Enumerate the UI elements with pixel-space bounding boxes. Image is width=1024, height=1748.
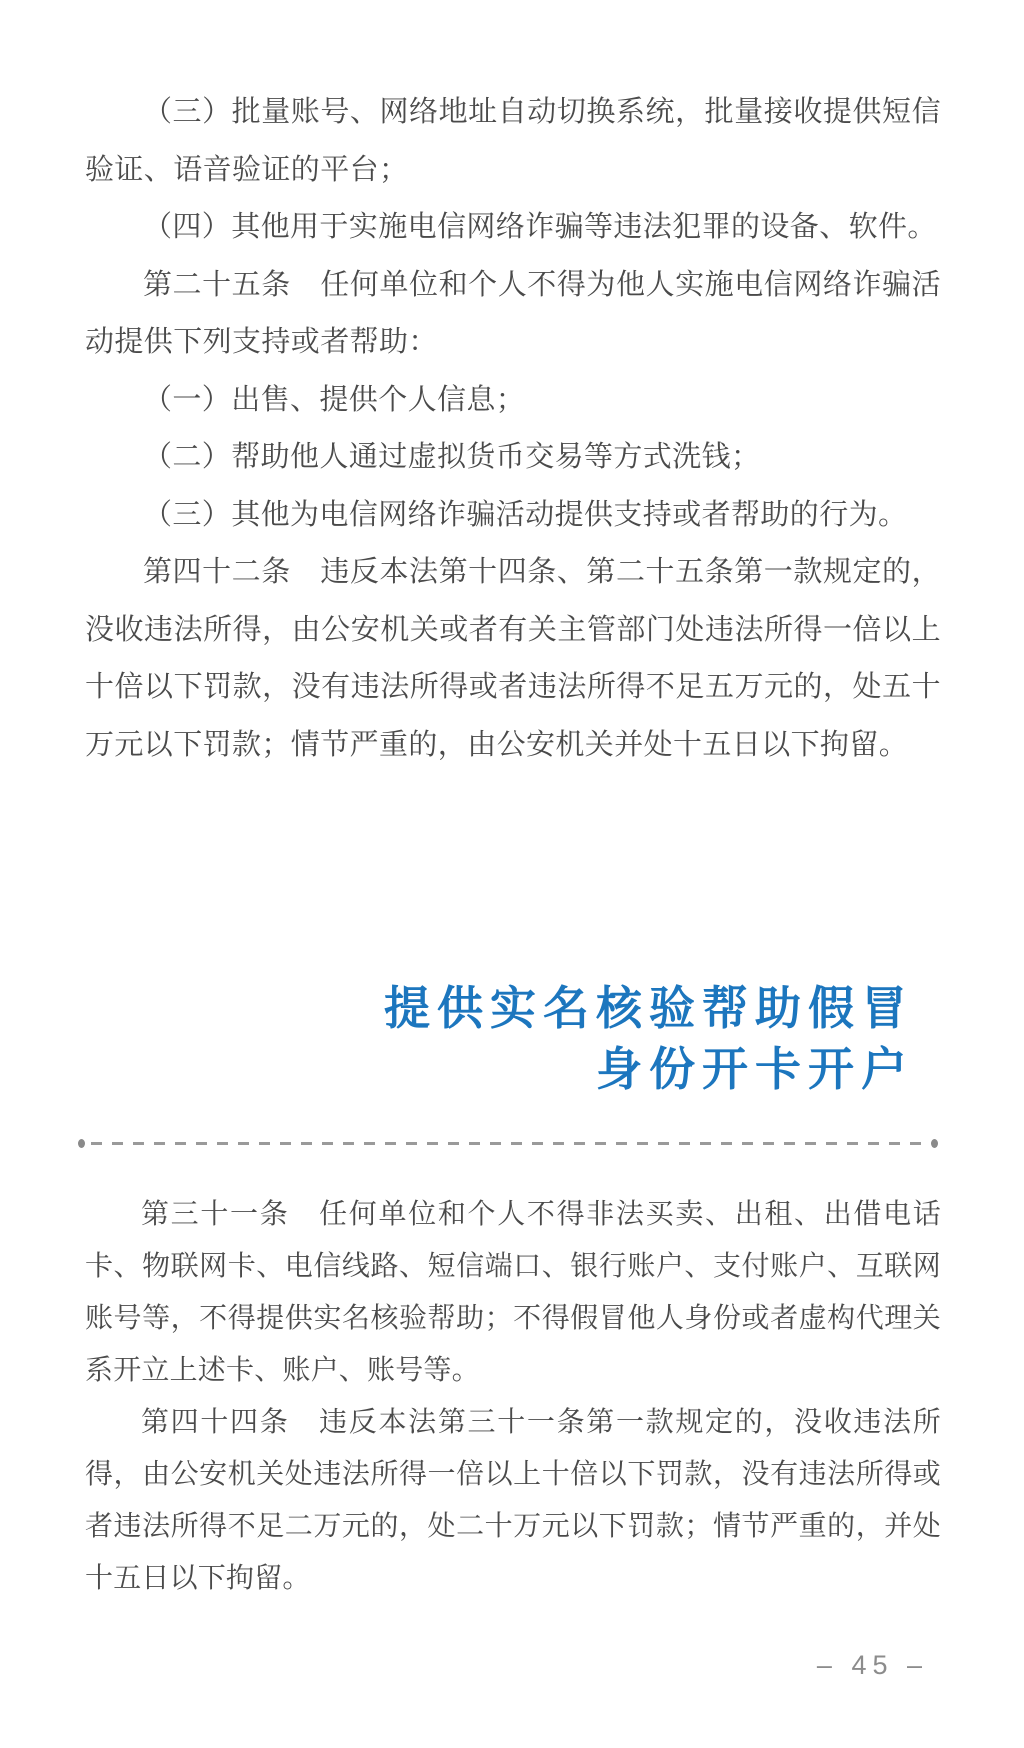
- chapter-heading-line2: 身份开卡开户: [596, 1043, 914, 1095]
- chapter-heading: [85, 978, 914, 1100]
- law-text-section-lower: [85, 1188, 941, 1604]
- divider-dashed-line: [91, 1142, 925, 1145]
- body-paragraph: （四）其他用于实施电信网络诈骗等违法犯罪的设备、软件。: [143, 211, 937, 243]
- divider-left-dot-icon: [78, 1139, 85, 1148]
- body-paragraph: （三）批量账号、网络地址自动切换系统，批量接收提供短信验证、语音验证的平台；: [85, 96, 941, 186]
- dashed-divider: [78, 1136, 938, 1150]
- body-paragraph: 第三十一条 任何单位和个人不得非法买卖、出租、出借电话卡、物联网卡、电信线路、短信端口、银行账户、支付账户、互联网账号等，不得提供实名核验帮助；不得假冒他人身份或者虚构代理关系开立上述卡、账户、账号等。: [85, 1198, 941, 1385]
- body-paragraph: 第二十五条 任何单位和个人不得为他人实施电信网络诈骗活动提供下列支持或者帮助：: [85, 268, 941, 358]
- chapter-heading-line1: 提供实名核验帮助假冒: [384, 982, 914, 1034]
- divider-right-dot-icon: [931, 1139, 938, 1148]
- body-paragraph: 第四十四条 违反本法第三十一条第一款规定的，没收违法所得，由公安机关处违法所得一倍以上十倍以下罚款，没有违法所得或者违法所得不足二万元的，处二十万元以下罚款；情节严重的，并处十五日以下拘留。: [85, 1406, 941, 1593]
- law-text-section-upper: [85, 84, 941, 774]
- body-paragraph: （二）帮助他人通过虚拟货币交易等方式洗钱；: [143, 441, 761, 473]
- body-paragraph: （三）其他为电信网络诈骗活动提供支持或者帮助的行为。: [143, 498, 908, 531]
- page-number: – 45 –: [816, 1650, 928, 1680]
- body-paragraph: （一）出售、提供个人信息；: [143, 383, 526, 416]
- body-paragraph: 第四十二条 违反本法第十四条、第二十五条第一款规定的，没收违法所得，由公安机关或者有关主管部门处违法所得一倍以上十倍以下罚款，没有违法所得或者违法所得不足五万元的，处五十万元以下罚款；情节严重的，由公安机关并处十五日以下拘留。: [85, 556, 941, 761]
